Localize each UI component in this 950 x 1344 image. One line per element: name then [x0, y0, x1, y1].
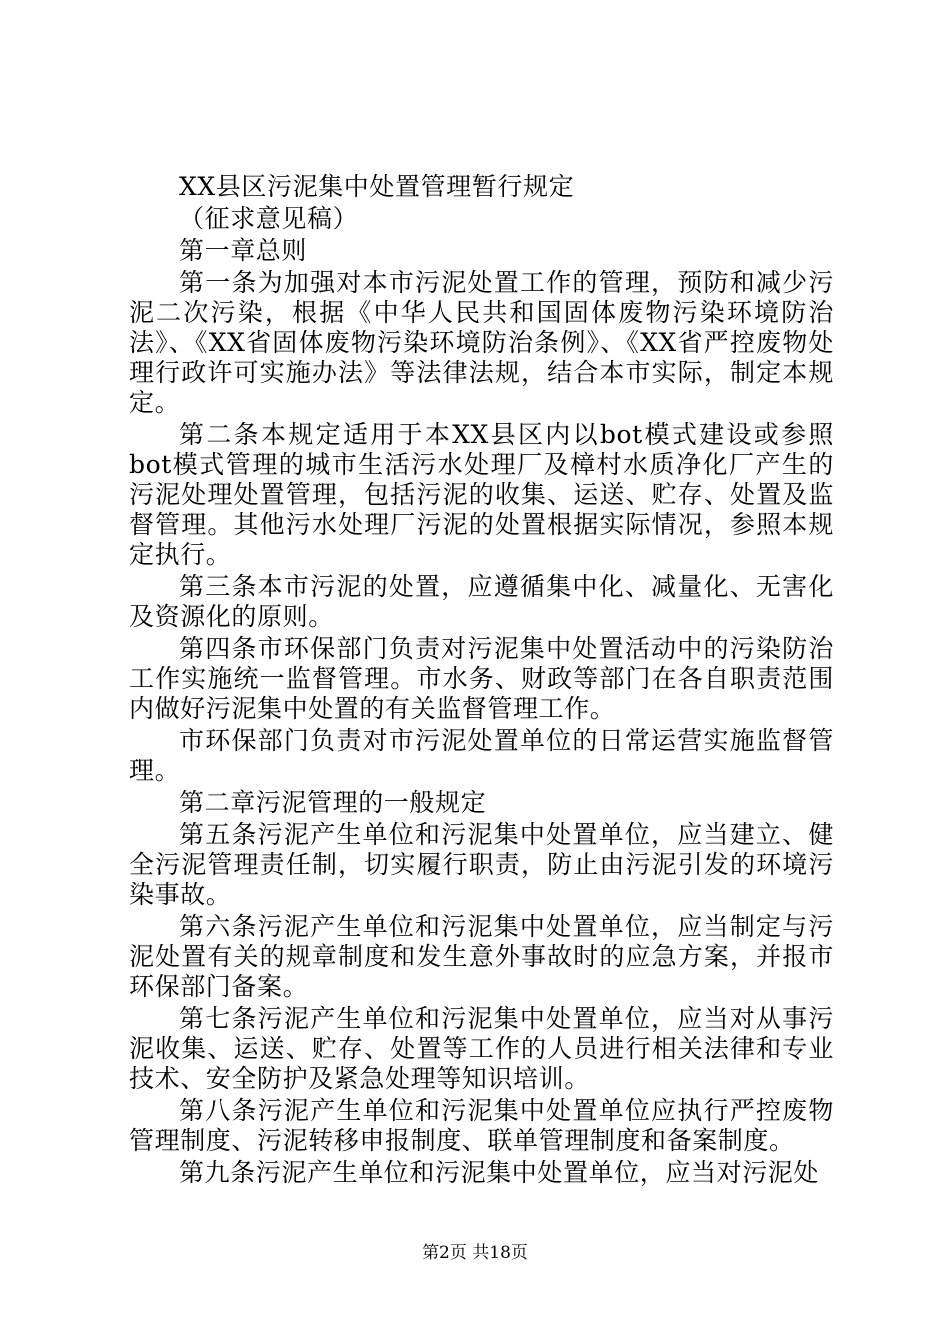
document-body — [129, 172, 834, 1190]
chapter-heading-2: 第二章污泥管理的一般规定 — [179, 788, 487, 817]
article-5: 第五条污泥产生单位和污泥集中处置单位，应当建立、健全污泥管理责任制，切实履行职责，防止由污泥引发的环境污染事故。 — [129, 820, 834, 909]
page-number: 第2页 共18页 — [422, 1243, 528, 1263]
article-1: 第一条为加强对本市污泥处置工作的管理，预防和减少污泥二次污染，根据《中华人民共和国固体废物污染环境防治法》、《XX省固体废物污染环境防治条例》、《XX省严控废物处理行政许可实施办法》等法律法规，结合本市实际，制定本规定。 — [129, 268, 834, 417]
article-9: 第九条污泥产生单位和污泥集中处置单位，应当对污泥处 — [179, 1158, 820, 1187]
article-7: 第七条污泥产生单位和污泥集中处置单位，应当对从事污泥收集、运送、贮存、处置等工作的人员进行相关法律和专业技术、安全防护及紧急处理等知识培训。 — [129, 1004, 834, 1093]
article-3: 第三条本市污泥的处置，应遵循集中化、减量化、无害化及资源化的原则。 — [129, 572, 834, 631]
article-6: 第六条污泥产生单位和污泥集中处置单位，应当制定与污泥处置有关的规章制度和发生意外事故时的应急方案，并报市环保部门备案。 — [129, 912, 834, 1001]
article-4-supplement: 市环保部门负责对市污泥处置单位的日常运营实施监督管理。 — [129, 726, 834, 785]
article-8: 第八条污泥产生单位和污泥集中处置单位应执行严控废物管理制度、污泥转移申报制度、联单管理制度和备案制度。 — [129, 1096, 834, 1155]
document-title: XX县区污泥集中处置管理暂行规定 — [179, 172, 575, 201]
document-subtitle: （征求意见稿） — [179, 204, 359, 233]
article-4: 第四条市环保部门负责对污泥集中处置活动中的污染防治工作实施统一监督管理。市水务、财政等部门在各自职责范围内做好污泥集中处置的有关监督管理工作。 — [129, 634, 834, 723]
chapter-heading-1: 第一章总则 — [179, 236, 308, 265]
article-2: 第二条本规定适用于本XX县区内以bot模式建设或参照bot模式管理的城市生活污水处理厂及樟村水质净化厂产生的污泥处理处置管理，包括污泥的收集、运送、贮存、处置及监督管理。其他污水处理厂污泥的处置根据实际情况，参照本规定执行。 — [129, 420, 834, 569]
